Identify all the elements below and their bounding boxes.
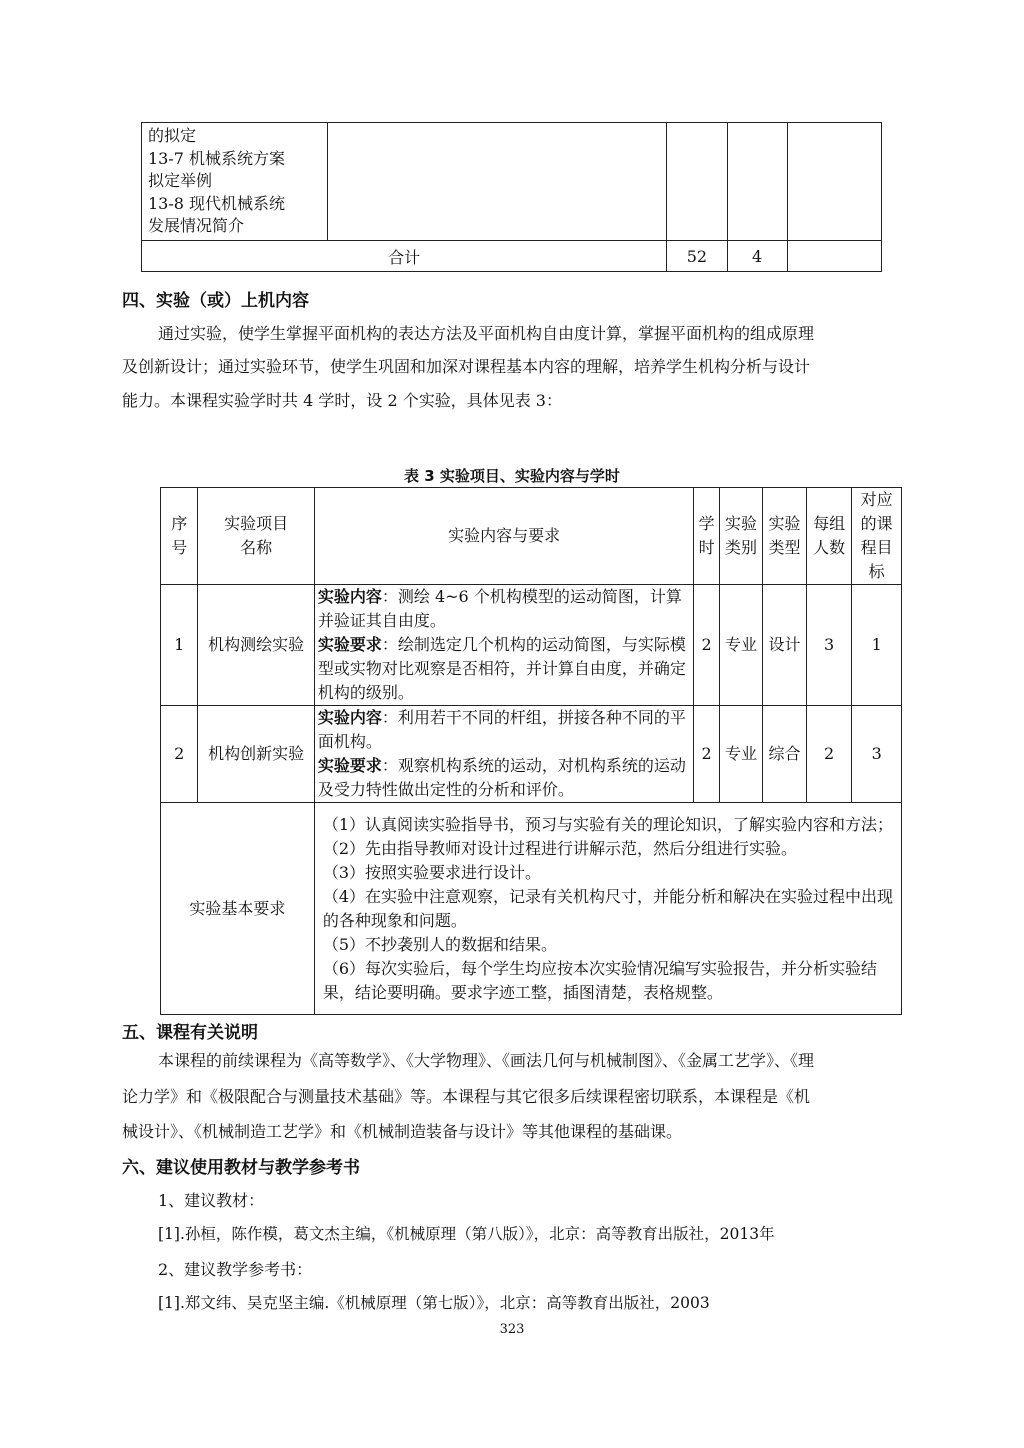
header-group <box>806 488 852 585</box>
header-text: 实验 <box>768 514 801 533</box>
row-seq: 1 <box>161 585 198 706</box>
topic-line: 拟定举例 <box>148 171 213 190</box>
topic-line: 发展情况简介 <box>148 216 245 235</box>
header-text: 类别 <box>725 538 758 557</box>
req-label: 实验要求 <box>317 635 382 654</box>
topic-line: 13-7 机械系统方案 <box>148 148 286 168</box>
header-text: 名称 <box>240 538 273 557</box>
empty-cell <box>787 241 881 272</box>
row-category: 专业 <box>719 706 763 803</box>
header-category <box>719 488 763 585</box>
row-target: 3 <box>852 706 902 803</box>
header-text: 人数 <box>813 538 846 557</box>
section5-para-line3: 械设计》、《机械制造工艺学》和《机械制造装备与设计》等其他课程的基础课。 <box>122 1122 683 1141</box>
header-text: 的课 <box>860 514 893 533</box>
table3-caption: 表 3 实验项目、实验内容与学时 <box>404 467 620 485</box>
header-hours <box>694 488 719 585</box>
header-content: 实验内容与要求 <box>314 488 694 585</box>
table-row <box>161 706 902 803</box>
total-exp-hours: 4 <box>727 241 787 272</box>
basic-requirements-content <box>314 803 901 1015</box>
total-row <box>142 241 882 272</box>
row-hours: 2 <box>694 585 719 706</box>
requirement-item: （3）按照实验要求进行设计。 <box>322 862 542 882</box>
section4-para-line2: 及创新设计；通过实验环节，使学生巩固和加深对课程基本内容的理解，培养学生机构分析与设计 <box>122 357 811 376</box>
row-seq: 2 <box>161 706 198 803</box>
header-text: 时 <box>698 538 715 557</box>
total-hours: 52 <box>667 241 727 272</box>
content-text: ：测绘 4~6 个机构模型的运动简图，计算并验证其自由度。 <box>317 587 682 630</box>
row-group: 2 <box>806 706 852 803</box>
requirement-item: （4）在实验中注意观察，记录有关机构尺寸，并能分析和解决在实验过程中出现的各种现象和问题。 <box>322 886 894 930</box>
row-type: 设计 <box>763 585 807 706</box>
basic-requirements-label: 实验基本要求 <box>161 803 315 1015</box>
section4-para-line3: 能力。本课程实验学时共 4 学时，设 2 个实验，具体见表 3： <box>122 391 562 410</box>
header-text: 程目 <box>860 538 893 557</box>
row-category: 专业 <box>719 585 763 706</box>
row-type: 综合 <box>763 706 807 803</box>
empty-cell <box>727 123 787 241</box>
requirement-item: （5）不抄袭别人的数据和结果。 <box>322 934 558 954</box>
section5-heading: 五、课程有关说明 <box>122 1023 258 1043</box>
content-label: 实验内容 <box>317 587 382 606</box>
section6-heading: 六、建议使用教材与教学参考书 <box>122 1158 360 1178</box>
header-type <box>763 488 807 585</box>
header-text: 每组 <box>813 514 846 533</box>
reference-books-subheading: 2、建议教学参考书： <box>158 1260 313 1279</box>
chapter-topics-cell <box>142 123 328 241</box>
basic-requirements-row <box>161 803 902 1015</box>
header-text: 号 <box>171 538 188 557</box>
table-header-row <box>161 488 902 585</box>
section5-para-line2: 论力学》和《极限配合与测量技术基础》等。本课程与其它很多后续课程密切联系，本课程是《机 <box>122 1087 811 1106</box>
req-text: ：观察机构系统的运动，对机构系统的运动及受力特性做出定性的分析和评价。 <box>317 756 686 799</box>
reference-book: [1].郑文纬、吴克坚主编.《机械原理（第七版）》，北京：高等教育出版社，2003 <box>158 1294 710 1312</box>
requirement-item: （1）认真阅读实验指导书，预习与实验有关的理论知识，了解实验内容和方法； <box>322 814 894 834</box>
section4-para-line1: 通过实验，使学生掌握平面机构的表达方法及平面机构自由度计算，掌握平面机构的组成原理 <box>158 324 815 343</box>
row-hours: 2 <box>694 706 719 803</box>
empty-cell <box>787 123 881 241</box>
row-target: 1 <box>852 585 902 706</box>
header-text: 实验 <box>725 514 758 533</box>
total-label: 合计 <box>142 241 667 272</box>
section5-para-line1: 本课程的前续课程为《高等数学》、《大学物理》、《画法几何与机械制图》、《金属工艺学》、《理 <box>158 1051 815 1070</box>
header-target <box>852 488 902 585</box>
header-text: 学 <box>698 514 715 533</box>
content-label: 实验内容 <box>317 708 382 727</box>
requirement-item: （2）先由指导教师对设计过程进行讲解示范，然后分组进行实验。 <box>322 838 798 858</box>
header-text: 序 <box>171 514 188 533</box>
header-text: 实验项目 <box>224 514 289 533</box>
row-content <box>314 706 694 803</box>
empty-cell <box>667 123 727 241</box>
row-name: 机构测绘实验 <box>198 585 314 706</box>
row-name: 机构创新实验 <box>198 706 314 803</box>
req-text: ：绘制选定几个机构的运动简图，与实际模型或实物对比观察是否相符，并计算自由度，并确定机构的级别。 <box>317 635 686 702</box>
req-label: 实验要求 <box>317 756 382 775</box>
table-row <box>161 585 902 706</box>
topic-line: 13-8 现代机械系统 <box>148 193 286 213</box>
requirement-item: （6）每次实验后，每个学生均应按本次实验情况编写实验报告，并分析实验结果，结论要明确。要求字迹工整，插图清楚，表格规整。 <box>322 958 878 1002</box>
header-name <box>198 488 314 585</box>
content-text: ：利用若干不同的杆组，拼接各种不同的平面机构。 <box>317 708 686 751</box>
header-text: 类型 <box>768 538 801 557</box>
page-number: 323 <box>499 1322 525 1337</box>
topic-line: 的拟定 <box>148 126 197 145</box>
course-hours-table-continuation <box>141 122 882 272</box>
header-text: 标 <box>868 562 885 581</box>
section4-heading: 四、实验（或）上机内容 <box>122 291 309 311</box>
textbook-reference: [1].孙桓，陈作模，葛文杰主编，《机械原理（第八版）》，北京：高等教育出版社，2013年 <box>158 1225 775 1243</box>
row-content <box>314 585 694 706</box>
table-row <box>142 123 882 241</box>
experiment-table <box>160 487 902 1015</box>
textbook-subheading: 1、建议教材： <box>158 1191 265 1210</box>
header-text: 对应 <box>860 490 893 509</box>
empty-cell <box>328 123 667 241</box>
header-seq <box>161 488 198 585</box>
row-group: 3 <box>806 585 852 706</box>
